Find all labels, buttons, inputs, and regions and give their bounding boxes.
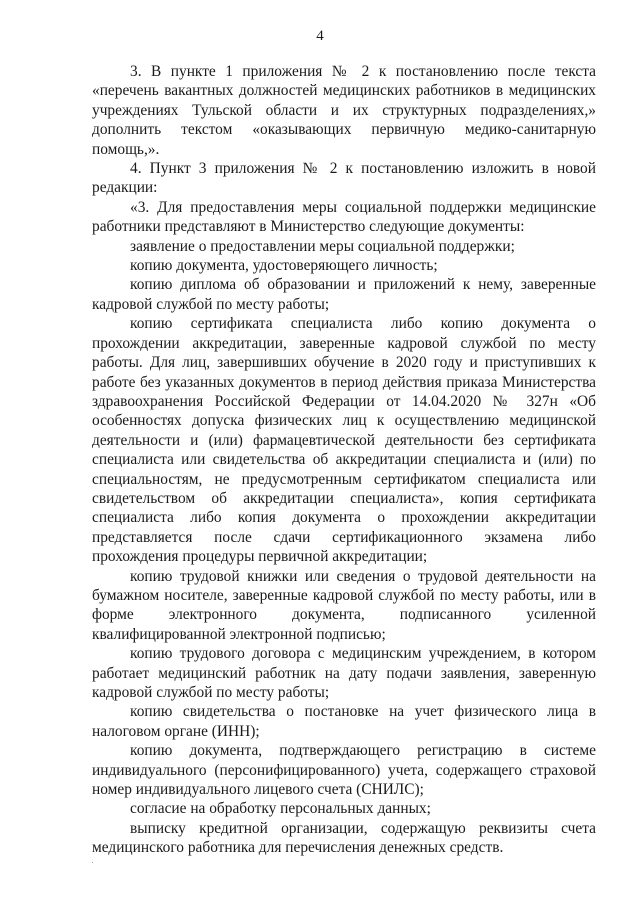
list-item-certificate: копию сертификата специалиста либо копию документа о прохождении аккредитации, заверенные кадровой службой по месту работы. Для лиц, завершивших обучение в 2020 году и приступивших к работе без указанных документов в период действия приказа Министерства здравоохранения Российской Федерации от 14.04.2020 № 327н «Об особенностях допуска физических лиц к осуществлению медицинской деятельности и (или) фармацевтической деятельности без сертификата специалиста или свидетельства об аккредитации специалиста и (или) по специальностям, не предусмотренным сертификатом специалиста или свидетельством об аккредитации специалиста», копия сертификата специалиста либо копия документа о прохождении аккредитации представляется после сдачи сертификационного экзамена либо прохождения процедуры первичной аккредитации; (92, 315, 596, 566)
paragraph-item-4-amendment: 4. Пункт 3 приложения № 2 к постановлению изложить в новой редакции: (92, 160, 596, 197)
list-item-bank-statement: выписку кредитной организации, содержащую реквизиты счета медицинского работника для перечисления денежных средств. (92, 819, 596, 857)
list-item-personal-data-consent: согласие на обработку персональных данных; (130, 800, 431, 818)
list-item-application: заявление о предоставлении меры социальной поддержки; (130, 237, 515, 255)
paragraph-item-3-amendment: 3. В пункте 1 приложения № 2 к постановлению после текста «перечень вакантных должностей медицинских работников в медицинских учреждениях Тульской области и их структурных подразделениях,» дополнить текстом «оказывающих первичную медико-санитарную помощь,». (92, 63, 596, 158)
list-item-employment-record: копию трудовой книжки или сведения о трудовой деятельности на бумажном носителе, заверенные кадровой службой по месту работы, или в форме электронного документа, подписанного усиленной квалифицированной электронной подписью; (92, 567, 596, 643)
list-item-diploma: копию диплома об образовании и приложений к нему, заверенные кадровой службой по месту работы; (92, 276, 596, 313)
list-item-inn: копию свидетельства о постановке на учет физического лица в налоговом органе (ИНН); (92, 703, 596, 740)
scan-artifact (92, 862, 93, 863)
document-body (92, 62, 596, 858)
paragraph-new-clause-3-intro: «3. Для предоставления меры социальной поддержки медицинские работники представляют в Министерство следующие документы: (92, 198, 596, 236)
page-number: 4 (316, 28, 324, 44)
list-item-snils: копию документа, подтверждающего регистрацию в системе индивидуального (персонифицированного) учета, содержащего страховой номер индивидуального лицевого счета (СНИЛС); (92, 742, 596, 799)
list-item-identity-document: копию документа, удостоверяющего личность; (130, 257, 438, 275)
list-item-employment-contract: копию трудового договора с медицинским учреждением, в котором работает медицинский работник на дату подачи заявления, заверенную кадровой службой по месту работы; (92, 645, 596, 701)
